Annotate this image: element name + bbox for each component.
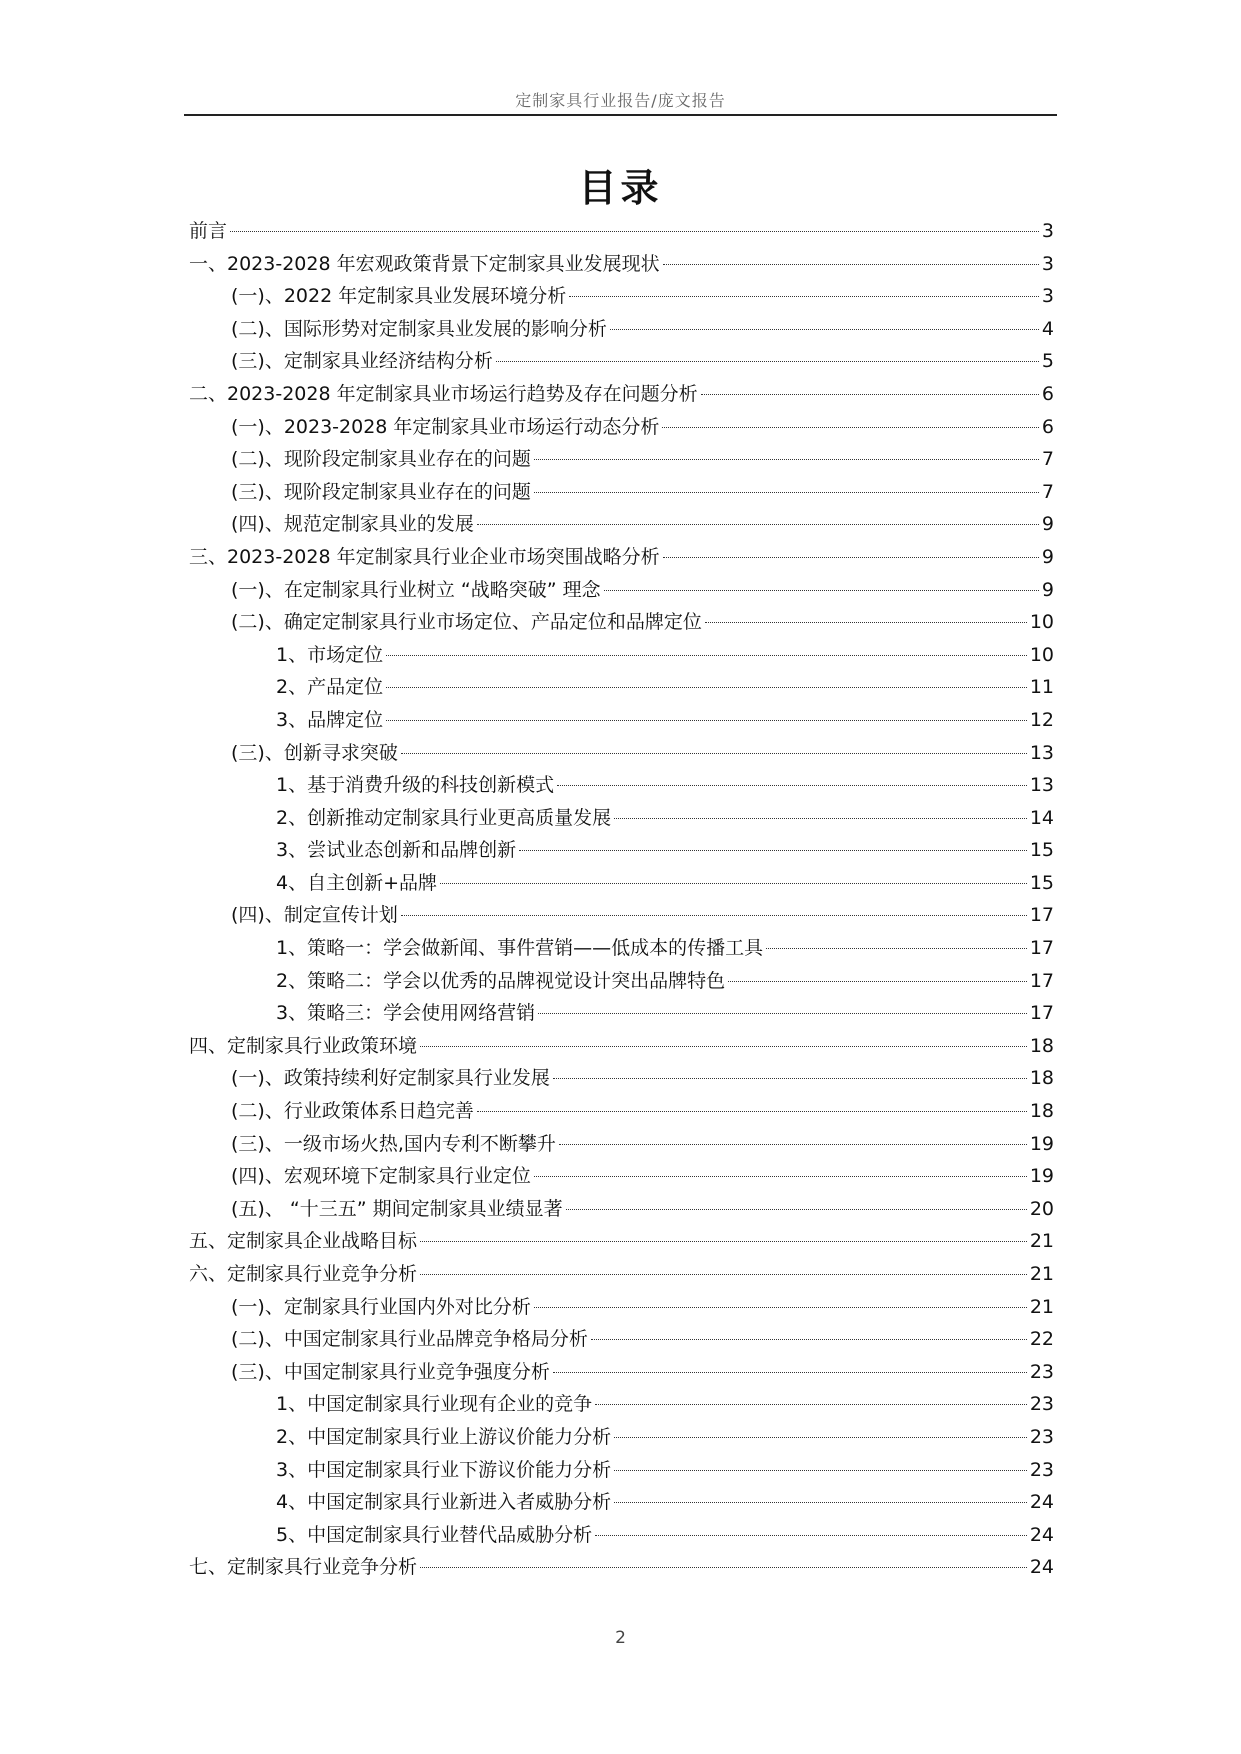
toc-entry-page: 9: [1041, 545, 1054, 568]
toc-entry-label: 一、2023-2028 年宏观政策背景下定制家具业发展现状: [189, 252, 660, 275]
toc-entry[interactable]: [189, 215, 1054, 248]
toc-leader-dots: [420, 1566, 1027, 1568]
toc-entry-label: 2、中国定制家具行业上游议价能力分析: [276, 1425, 612, 1448]
toc-entry-label: (一)、定制家具行业国内外对比分析: [231, 1295, 531, 1318]
toc-entry-label: (三)、定制家具业经济结构分析: [231, 350, 493, 373]
toc-entry-label: 1、市场定位: [276, 643, 384, 666]
toc-entry-page: 18: [1029, 1100, 1054, 1123]
toc-leader-dots: [420, 1273, 1027, 1275]
toc-leader-dots: [595, 1403, 1027, 1405]
toc-entry[interactable]: [189, 1486, 1054, 1519]
toc-entry-label: 2、策略二：学会以优秀的品牌视觉设计突出品牌特色: [276, 969, 726, 992]
toc-leader-dots: [401, 752, 1027, 754]
toc-leader-dots: [566, 1208, 1027, 1210]
running-header: 定制家具行业报告/庞文报告: [515, 91, 726, 110]
toc-entry[interactable]: [189, 443, 1054, 476]
toc-entry[interactable]: [189, 1291, 1054, 1324]
toc-leader-dots: [662, 426, 1038, 428]
toc-entry-label: 1、策略一：学会做新闻、事件营销——低成本的传播工具: [276, 937, 764, 960]
toc-entry[interactable]: [189, 574, 1054, 607]
toc-entry[interactable]: [189, 313, 1054, 346]
toc-leader-dots: [663, 263, 1039, 265]
toc-entry-page: 21: [1029, 1230, 1054, 1253]
toc-entry-page: 13: [1029, 774, 1054, 797]
toc-entry-label: 二、2023-2028 年定制家具业市场运行趋势及存在问题分析: [189, 382, 698, 405]
toc-entry-page: 19: [1029, 1165, 1054, 1188]
toc-entry-page: 4: [1041, 317, 1054, 340]
toc-entry[interactable]: [189, 1030, 1054, 1063]
toc-entry-label: (一)、2023-2028 年定制家具业市场运行动态分析: [231, 415, 660, 438]
toc-entry-label: 1、中国定制家具行业现有企业的竞争: [276, 1393, 593, 1416]
toc-entry[interactable]: [189, 1258, 1054, 1291]
toc-entry-label: (三)、一级市场火热,国内专利不断攀升: [231, 1132, 556, 1155]
toc-entry[interactable]: [189, 737, 1054, 770]
toc-entry-page: 9: [1041, 513, 1054, 536]
toc-leader-dots: [557, 784, 1027, 786]
toc-entry[interactable]: [189, 639, 1054, 672]
toc-entry-page: 24: [1029, 1523, 1054, 1546]
toc-entry[interactable]: [189, 1421, 1054, 1454]
toc-leader-dots: [534, 1306, 1027, 1308]
toc-leader-dots: [553, 1077, 1027, 1079]
toc-entry-page: 24: [1029, 1491, 1054, 1514]
toc-leader-dots: [519, 849, 1027, 851]
toc-entry-label: (四)、制定宣传计划: [231, 904, 398, 927]
toc-entry-label: 4、中国定制家具行业新进入者威胁分析: [276, 1491, 612, 1514]
toc-entry-page: 20: [1029, 1197, 1054, 1220]
toc-leader-dots: [477, 523, 1039, 525]
toc-leader-dots: [728, 980, 1027, 982]
toc-leader-dots: [614, 1469, 1027, 1471]
toc-entry-page: 15: [1029, 871, 1054, 894]
toc-entry[interactable]: [189, 1193, 1054, 1226]
toc-entry[interactable]: [189, 965, 1054, 998]
header-rule: [184, 114, 1057, 116]
toc-entry-page: 9: [1041, 578, 1054, 601]
toc-entry[interactable]: [189, 899, 1054, 932]
toc-entry-page: 3: [1041, 285, 1054, 308]
toc-entry-page: 12: [1029, 708, 1054, 731]
toc-entry[interactable]: [189, 932, 1054, 965]
toc-leader-dots: [604, 589, 1039, 591]
toc-entry-label: 3、策略三：学会使用网络营销: [276, 1002, 536, 1025]
toc-entry-label: 3、品牌定位: [276, 708, 384, 731]
toc-entry-page: 23: [1029, 1425, 1054, 1448]
toc-entry-page: 3: [1041, 220, 1054, 242]
toc-entry-label: (一)、在定制家具行业树立 “战略突破” 理念: [231, 578, 601, 601]
toc-leader-dots: [614, 817, 1027, 819]
toc-entry-page: 19: [1029, 1132, 1054, 1155]
toc-leader-dots: [386, 686, 1027, 688]
toc-leader-dots: [386, 654, 1027, 656]
toc-entry-label: (四)、规范定制家具业的发展: [231, 513, 474, 536]
toc-entry-page: 6: [1041, 382, 1054, 405]
toc-entry-label: (二)、国际形势对定制家具业发展的影响分析: [231, 317, 607, 340]
toc-entry-page: 13: [1029, 741, 1054, 764]
toc-entry-page: 18: [1029, 1034, 1054, 1057]
toc-entry-label: (一)、政策持续利好定制家具行业发展: [231, 1067, 550, 1090]
toc-entry[interactable]: [189, 1519, 1054, 1552]
toc-leader-dots: [559, 1143, 1027, 1145]
toc-entry-page: 23: [1029, 1393, 1054, 1416]
toc-entry[interactable]: [189, 704, 1054, 737]
toc-entry-label: 1、基于消费升级的科技创新模式: [276, 774, 555, 797]
toc-leader-dots: [386, 719, 1027, 721]
toc-entry-label: 四、定制家具行业政策环境: [189, 1034, 418, 1057]
toc-leader-dots: [534, 1175, 1027, 1177]
toc-leader-dots: [496, 360, 1039, 362]
toc-entry[interactable]: [189, 867, 1054, 900]
toc-entry-page: 11: [1029, 676, 1054, 699]
toc-leader-dots: [440, 882, 1027, 884]
toc-leader-dots: [477, 1110, 1027, 1112]
toc-entry-page: 7: [1041, 480, 1054, 503]
toc-entry-label: 2、创新推动定制家具行业更高质量发展: [276, 806, 612, 829]
toc-entry-label: (五)、 “十三五” 期间定制家具业绩显著: [231, 1197, 563, 1220]
toc-entry[interactable]: [189, 1225, 1054, 1258]
toc-entry-label: 前言: [189, 220, 228, 242]
toc-leader-dots: [569, 295, 1039, 297]
toc-entry[interactable]: [189, 1062, 1054, 1095]
toc-leader-dots: [701, 393, 1039, 395]
toc-entry[interactable]: [189, 1388, 1054, 1421]
toc-entry[interactable]: [189, 1095, 1054, 1128]
toc-leader-dots: [610, 328, 1039, 330]
toc-entry-label: 七、定制家具行业竞争分析: [189, 1556, 418, 1579]
toc-entry-page: 5: [1041, 350, 1054, 373]
toc-entry[interactable]: [189, 671, 1054, 704]
toc-entry-page: 10: [1029, 611, 1054, 634]
toc-entry-page: 10: [1029, 643, 1054, 666]
toc-entry[interactable]: [189, 508, 1054, 541]
toc-entry-label: 5、中国定制家具行业替代品威胁分析: [276, 1523, 593, 1546]
toc-leader-dots: [614, 1436, 1027, 1438]
toc-entry[interactable]: [189, 411, 1054, 444]
toc-entry[interactable]: [189, 1551, 1054, 1584]
toc-entry-label: (二)、行业政策体系日趋完善: [231, 1100, 474, 1123]
toc-entry-page: 17: [1029, 1002, 1054, 1025]
toc-leader-dots: [230, 230, 1039, 232]
toc-leader-dots: [534, 491, 1039, 493]
toc-entry[interactable]: [189, 541, 1054, 574]
toc-entry[interactable]: [189, 1160, 1054, 1193]
toc-leader-dots: [420, 1240, 1027, 1242]
toc-entry[interactable]: [189, 378, 1054, 411]
toc-entry-page: 3: [1041, 252, 1054, 275]
toc-entry[interactable]: [189, 280, 1054, 313]
toc-entry-label: 3、尝试业态创新和品牌创新: [276, 839, 517, 862]
toc-entry-page: 22: [1029, 1328, 1054, 1351]
toc-entry-label: (二)、现阶段定制家具业存在的问题: [231, 448, 531, 471]
toc-entry-label: (四)、宏观环境下定制家具行业定位: [231, 1165, 531, 1188]
toc-entry-label: (三)、创新寻求突破: [231, 741, 398, 764]
toc-leader-dots: [705, 621, 1027, 623]
toc-entry[interactable]: [189, 1356, 1054, 1389]
toc-entry-page: 17: [1029, 904, 1054, 927]
toc-leader-dots: [534, 458, 1039, 460]
toc-entry-page: 24: [1029, 1556, 1054, 1579]
toc-entry[interactable]: [189, 834, 1054, 867]
toc-entry-page: 21: [1029, 1263, 1054, 1285]
toc-entry[interactable]: [189, 1128, 1054, 1161]
toc-leader-dots: [595, 1534, 1027, 1536]
toc-entry[interactable]: [189, 248, 1054, 281]
toc-entry-label: 2、产品定位: [276, 676, 384, 699]
toc-entry[interactable]: [189, 476, 1054, 509]
toc-entry-page: 23: [1029, 1458, 1054, 1481]
toc-entry[interactable]: [189, 802, 1054, 835]
toc-entry-page: 17: [1029, 969, 1054, 992]
toc-entry[interactable]: [189, 1323, 1054, 1356]
toc-entry-label: (三)、现阶段定制家具业存在的问题: [231, 480, 531, 503]
toc-entry-page: 23: [1029, 1360, 1054, 1383]
toc-entry-label: (二)、确定定制家具行业市场定位、产品定位和品牌定位: [231, 611, 702, 634]
toc-title: 目录: [578, 166, 663, 210]
page-number: 2: [615, 1628, 626, 1648]
toc-entry-page: 6: [1041, 415, 1054, 438]
toc-leader-dots: [538, 1012, 1027, 1014]
toc-entry-label: (一)、2022 年定制家具业发展环境分析: [231, 285, 567, 308]
toc-entry[interactable]: [189, 606, 1054, 639]
toc-entry-label: (三)、中国定制家具行业竞争强度分析: [231, 1360, 550, 1383]
toc-entry-label: 4、自主创新+品牌: [276, 871, 438, 894]
toc-leader-dots: [591, 1338, 1027, 1340]
toc-entry[interactable]: [189, 1454, 1054, 1487]
toc-entry-label: 3、中国定制家具行业下游议价能力分析: [276, 1458, 612, 1481]
toc-entry-label: (二)、中国定制家具行业品牌竞争格局分析: [231, 1328, 588, 1351]
toc-entry-page: 15: [1029, 839, 1054, 862]
toc-entry-page: 18: [1029, 1067, 1054, 1090]
toc-entry-label: 三、2023-2028 年定制家具行业企业市场突围战略分析: [189, 545, 660, 568]
toc-entry-page: 7: [1041, 448, 1054, 471]
toc-leader-dots: [553, 1371, 1027, 1373]
toc-entry-page: 14: [1029, 806, 1054, 829]
toc-entry[interactable]: [189, 769, 1054, 802]
toc-entry[interactable]: [189, 345, 1054, 378]
table-of-contents: [189, 215, 1054, 1584]
toc-leader-dots: [663, 556, 1039, 558]
toc-entry[interactable]: [189, 997, 1054, 1030]
toc-leader-dots: [420, 1045, 1027, 1047]
toc-leader-dots: [614, 1501, 1027, 1503]
toc-entry-label: 五、定制家具企业战略目标: [189, 1230, 418, 1253]
toc-entry-label: 六、定制家具行业竞争分析: [189, 1263, 418, 1285]
toc-entry-page: 21: [1029, 1295, 1054, 1318]
toc-leader-dots: [766, 947, 1027, 949]
toc-leader-dots: [401, 914, 1027, 916]
toc-entry-page: 17: [1029, 937, 1054, 960]
